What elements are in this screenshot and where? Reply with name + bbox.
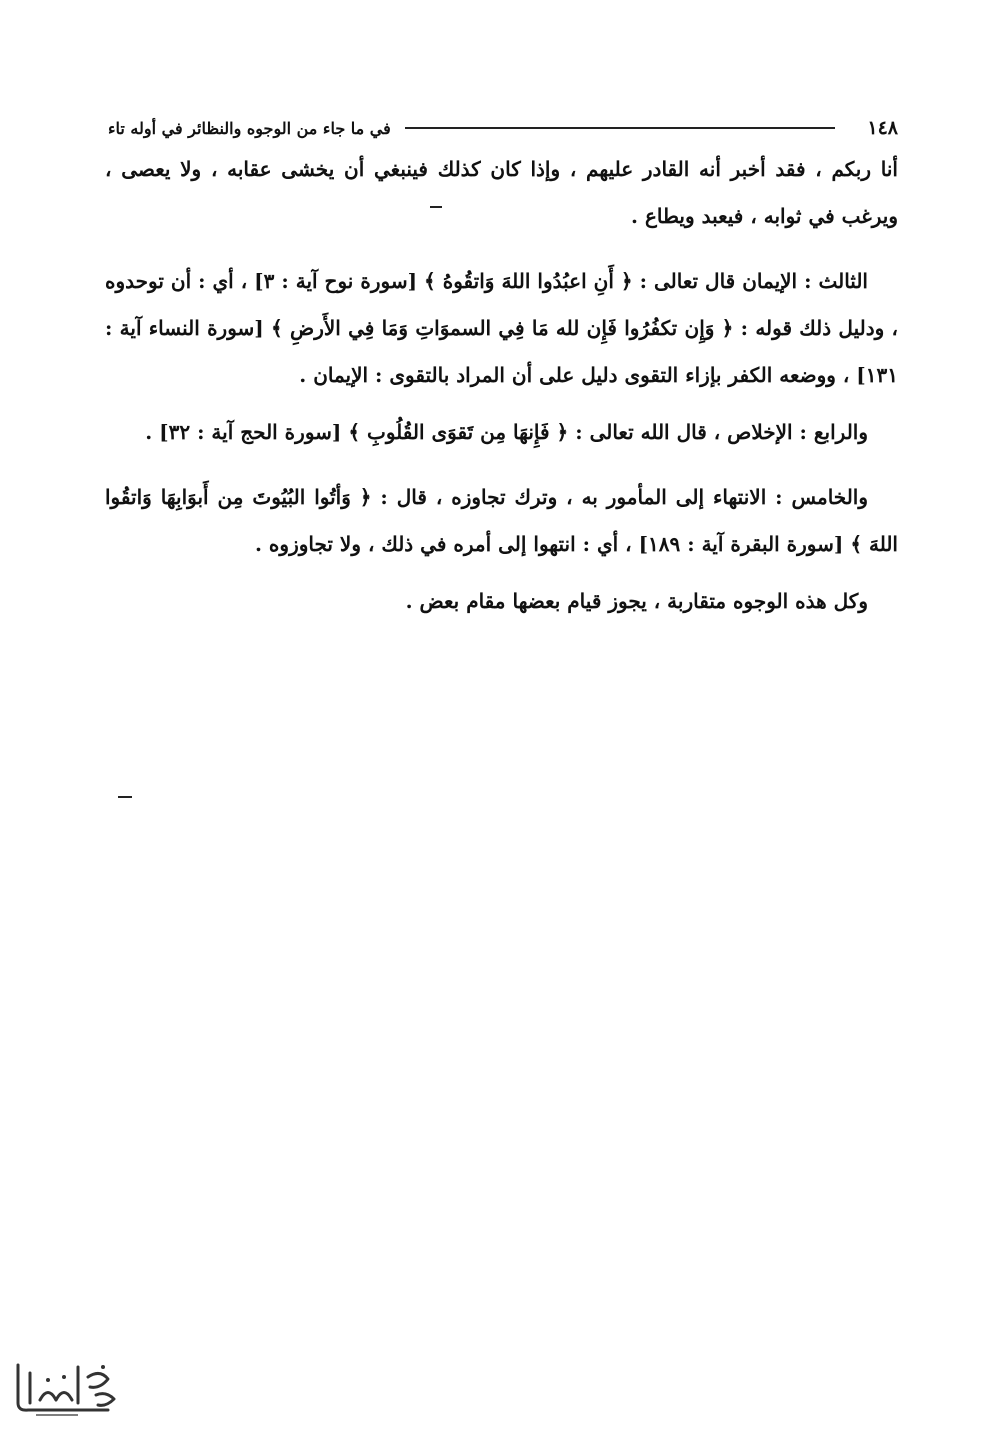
paragraph-text: وكل هذه الوجوه متقاربة ، يجوز قيام بعضها مقام بعض . <box>405 589 868 613</box>
paragraph-lead: الثالث : الإيمان <box>742 269 868 293</box>
page-number: ١٤٨ <box>867 117 898 139</box>
running-header <box>108 110 898 146</box>
paragraph-third-meaning <box>105 258 898 399</box>
paragraph-text: ، قال الله تعالى : ﴿ فَإِنهَا مِن تَقوَى القُلُوبِ ﴾ [سورة الحج آية : ٣٢] . <box>145 420 728 444</box>
paragraph-text: أنا ربكم ، فقد أخبر أنه القادر عليهم ، وإذا كان كذلك فينبغي أن يخشى عقابه ، ولا يعصى ، ويرغب في ثوابه ، فيعبد ويطاع . <box>105 157 898 228</box>
paragraph-text: قال تعالى : ﴿ أَنِ اعبُدُوا اللهَ وَاتقُوهُ ﴾ [سورة نوح آية : ٣] ، أي : أن توحدوه ، ودليل ذلك قوله : ﴿ وَإِن تكفُرُوا فَإِن لله مَا فِي السموَاتِ وَمَا فِي الأَرضِ ﴾ [سورة النساء آية : ١٣١] ، ووضعه الكفر بإزاء التقوى دليل على أن المراد بالتقوى : الإيمان . <box>105 269 898 387</box>
paragraph-conclusion <box>105 578 898 625</box>
header-rule <box>405 127 836 129</box>
running-header-title: في ما جاء من الوجوه والنظائر في أوله تاء <box>108 118 391 138</box>
paragraph-fifth-meaning <box>105 474 898 568</box>
scan-speck <box>118 796 132 798</box>
body-text <box>105 146 898 635</box>
paragraph-fourth-meaning <box>105 409 898 456</box>
scan-speck <box>430 206 442 208</box>
paragraph-intro <box>105 146 898 240</box>
library-logo-icon <box>8 1355 123 1420</box>
paragraph-text: ، وترك تجاوزه ، قال : ﴿ وَأتُوا البُيُوتَ مِن أَبوَابِهَا وَاتقُوا اللهَ ﴾ [سورة البقرة آية : ١٨٩] ، أي : انتهوا إلى أمره في ذلك ، ولا تجاوزوه . <box>105 485 898 556</box>
paragraph-lead: والخامس : الانتهاء إلى المأمور به <box>581 485 869 509</box>
paragraph-lead: والرابع : الإخلاص <box>727 420 868 444</box>
